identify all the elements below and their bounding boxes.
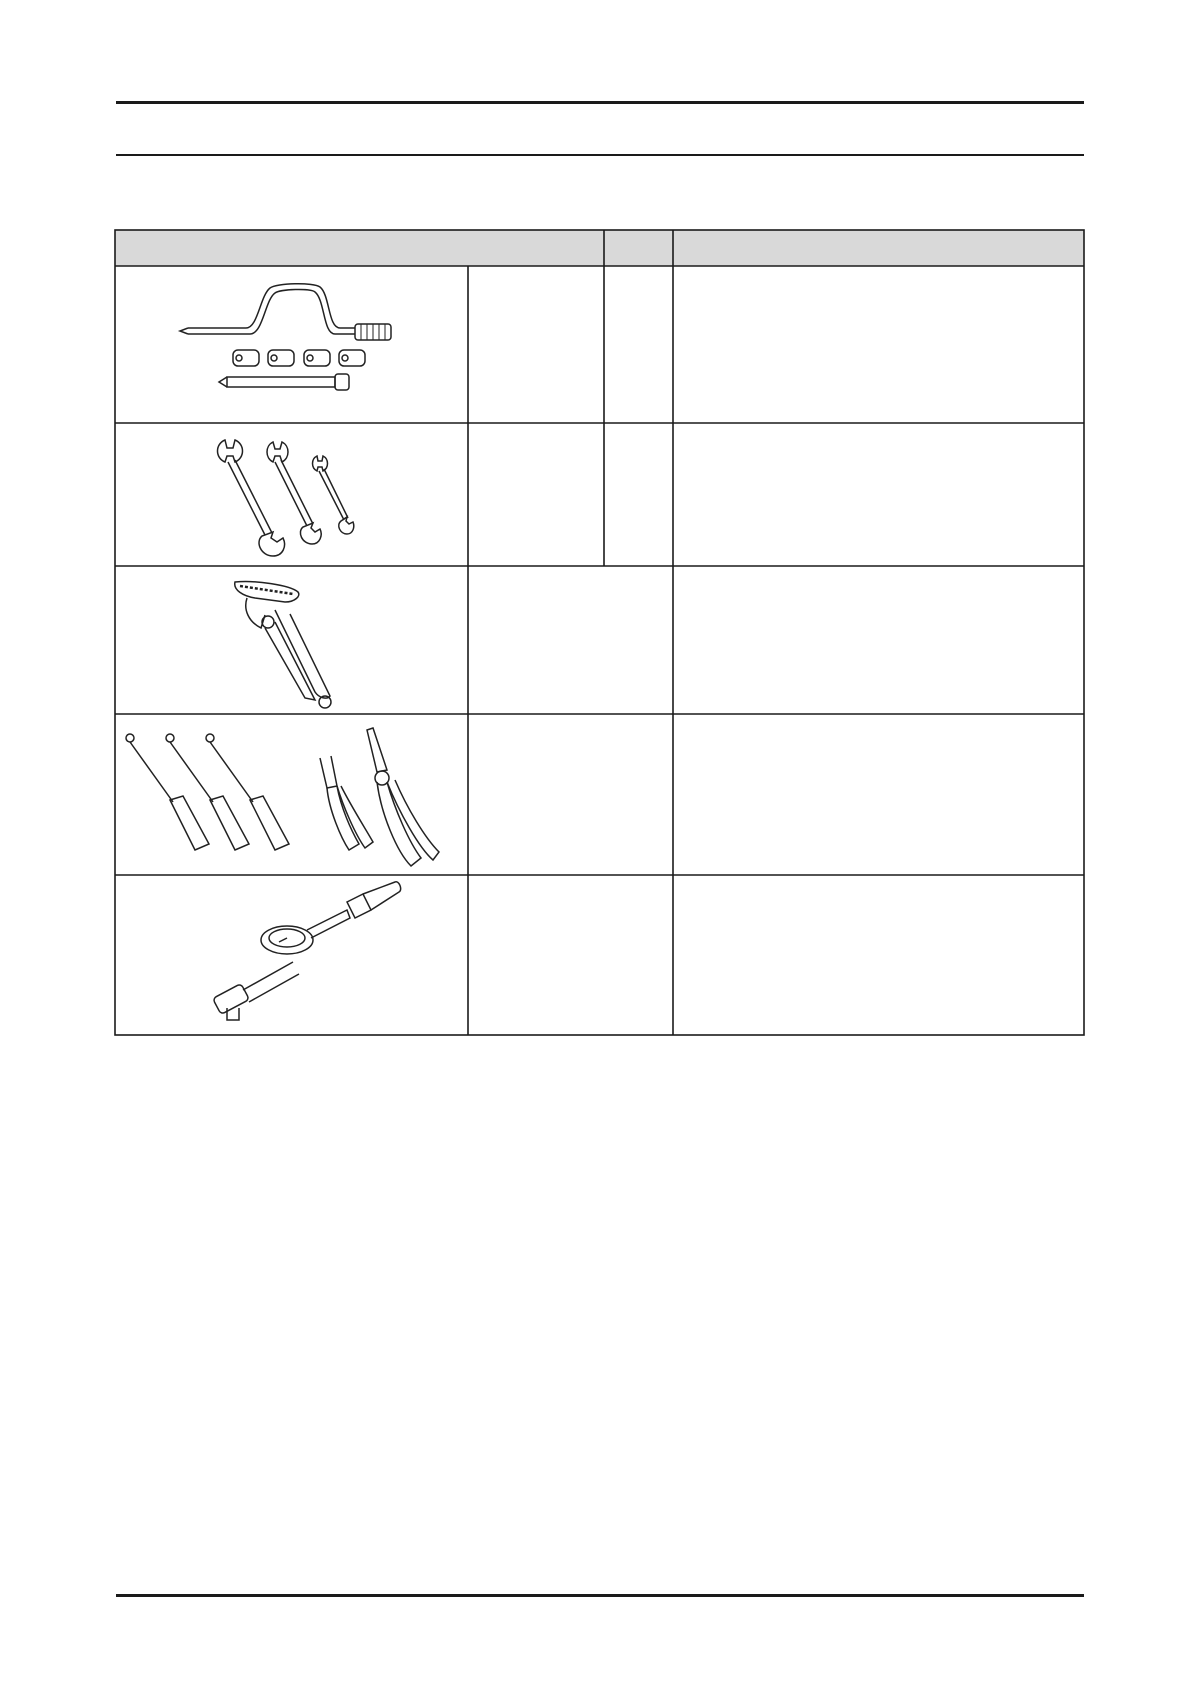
header-rule-top xyxy=(116,101,1084,104)
screwdrivers-and-pliers-icon xyxy=(126,728,439,866)
locking-pliers-icon xyxy=(235,582,331,708)
header-rule-bottom xyxy=(116,154,1084,156)
table-border xyxy=(115,230,1084,1035)
socket-wrench-set-icon xyxy=(180,284,391,390)
table-grid xyxy=(115,230,1084,1035)
table-header-fill xyxy=(115,230,1084,266)
open-end-spanner-set-icon xyxy=(218,440,354,556)
tool-table xyxy=(115,230,1084,1035)
footer-rule xyxy=(116,1594,1084,1597)
dial-torque-wrench-icon xyxy=(213,882,401,1020)
